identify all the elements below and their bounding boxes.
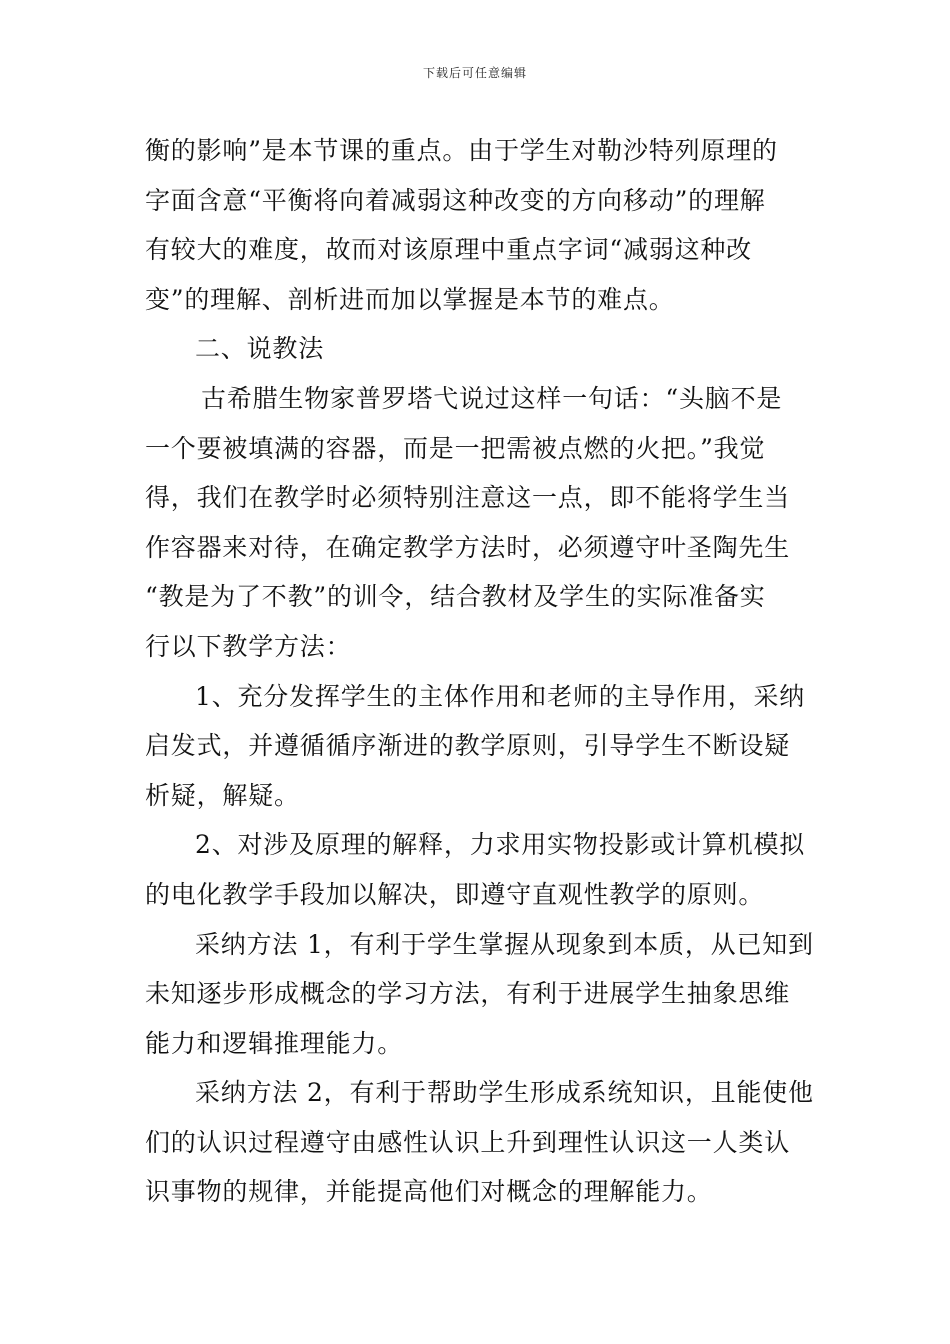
text-line: “教是为了不教”的训令，结合教材及学生的实际准备实: [145, 582, 766, 612]
text-line: 作容器来对待，在确定教学方法时，必须遵守叶圣陶先生: [145, 532, 791, 562]
text-line: 识事物的规律，并能提高他们对概念的理解能力。: [145, 1177, 713, 1207]
document-body: [145, 126, 814, 1217]
text-line: 字面含意“平衡将向着减弱这种改变的方向移动”的理解: [145, 185, 766, 215]
text-line: 采纳方法 2，有利于帮助学生形成系统知识，且能使他: [195, 1078, 814, 1108]
text-line: 们的认识过程遵守由感性认识上升到理性认识这一人类认: [145, 1127, 791, 1157]
text-line: 启发式，并遵循循序渐进的教学原则，引导学生不断设疑: [145, 731, 791, 761]
text-line: 古希腊生物家普罗塔弋说过这样一句话：“头脑不是: [201, 383, 783, 413]
text-line: 析疑，解疑。: [145, 780, 300, 810]
text-line: 一个要被填满的容器，而是一把需被点燃的火把。”我觉: [145, 433, 766, 463]
text-line: 1、充分发挥学生的主体作用和老师的主导作用，采纳: [195, 681, 806, 711]
section-heading: 二、说教法: [195, 334, 325, 364]
text-line: 变”的理解、剖析进而加以掌握是本节的难点。: [145, 284, 675, 314]
text-line: 得，我们在教学时必须特别注意这一点，即不能将学生当: [145, 483, 791, 513]
page-header: 下载后可任意编辑: [422, 66, 527, 80]
text-line: 采纳方法 1，有利于学生掌握从现象到本质，从已知到: [195, 929, 814, 959]
text-line: 的电化教学手段加以解决，即遵守直观性教学的原则。: [145, 879, 765, 909]
text-line: 未知逐步形成概念的学习方法，有利于进展学生抽象思维: [145, 979, 791, 1009]
text-line: 2、对涉及原理的解释，力求用实物投影或计算机模拟: [195, 830, 806, 860]
text-line: 行以下教学方法：: [145, 631, 352, 661]
text-line: 能力和逻辑推理能力。: [145, 1028, 404, 1058]
text-line: 衡的影响”是本节课的重点。由于学生对勒沙特列原理的: [145, 136, 778, 165]
text-line: 有较大的难度，故而对该原理中重点字词“减弱这种改: [145, 235, 752, 265]
